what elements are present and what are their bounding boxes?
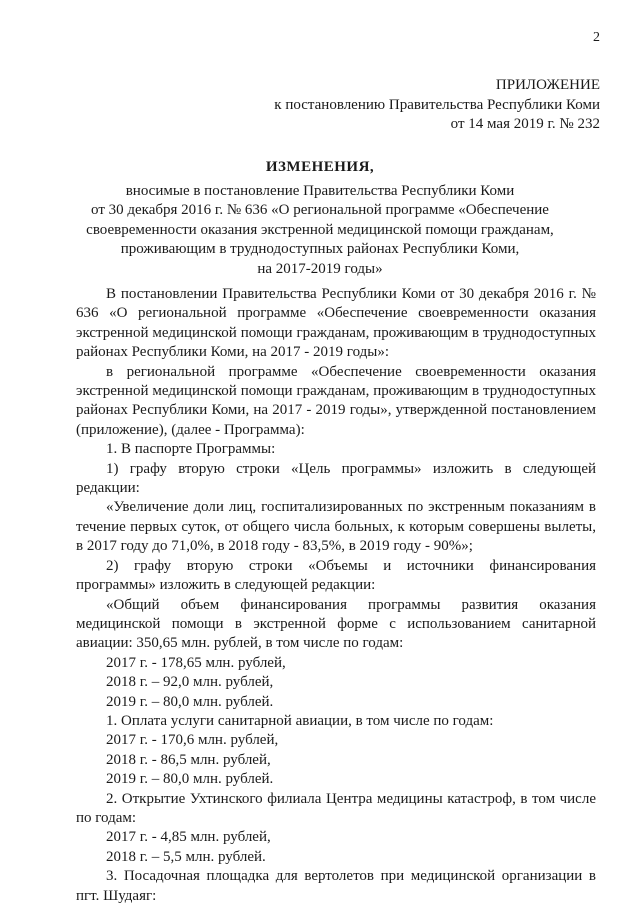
heading-line: проживающим в труднодоступных районах Республики Коми, — [120, 241, 520, 257]
paragraph: 1) графу вторую строки «Цель программы» изложить в следующей редакции: — [76, 460, 596, 497]
heading-title: ИЗМЕНЕНИЯ, — [265, 159, 375, 175]
paragraph: 1. В паспорте Программы: — [106, 441, 276, 458]
paragraph: 2) графу вторую строки «Объемы и источники финансирования программы» изложить в следующей редакции: — [76, 557, 596, 594]
paragraph: 2017 г. - 170,6 млн. рублей, — [106, 732, 279, 749]
paragraph: в региональной программе «Обеспечение своевременности оказания экстренной медицинской помощи гражданам, проживающим в труднодоступных районах Республики Коми, на 2017 - 2019 годы», утвержденной постановлением (приложение), (далее - Программа): — [76, 363, 596, 438]
paragraph: 2018 г. – 92,0 млн. рублей, — [106, 674, 274, 691]
appendix-line: к постановлению Правительства Республики Коми — [274, 96, 600, 113]
paragraph: 2019 г. – 80,0 млн. рублей. — [106, 693, 274, 710]
heading-line: своевременности оказания экстренной медицинской помощи гражданам, — [86, 221, 554, 238]
page-number: 2 — [593, 30, 600, 45]
paragraph: 2018 г. - 86,5 млн. рублей, — [106, 751, 271, 768]
paragraph: «Общий объем финансирования программы развития оказания медицинской помощи в экстренной форме с использованием санитарной авиации: 350,65 млн. рублей, в том числе по годам: — [76, 596, 596, 652]
paragraph: 2018 г. – 5,5 млн. рублей. — [106, 848, 266, 865]
paragraph: 1. Оплата услуги санитарной авиации, в том числе по годам: — [106, 712, 494, 729]
paragraph: «Увеличение доли лиц, госпитализированных по экстренным показаниям в течение первых суток, от общего числа больных, к которым совершены вылеты, в 2017 году до 71,0%, в 2018 году - 83,5%, в 2019 году - 90%»; — [76, 499, 596, 555]
paragraph: В постановлении Правительства Республики Коми от 30 декабря 2016 г. № 636 «О региональной программе «Обеспечение своевременности оказания экстренной медицинской помощи гражданам, проживающим в труднодоступных районах Республики Коми, на 2017 - 2019 годы»: — [76, 286, 596, 361]
paragraph: 2. Открытие Ухтинского филиала Центра медицины катастроф, в том числе по годам: — [76, 790, 596, 826]
paragraph: 2019 г. – 80,0 млн. рублей. — [106, 771, 274, 788]
paragraph: 3. Посадочная площадка для вертолетов при медицинской организации в пгт. Шудаяг: — [76, 868, 596, 904]
heading-line: от 30 декабря 2016 г. № 636 «О региональной программе «Обеспечение — [91, 202, 549, 218]
paragraph: 2017 г. - 4,85 млн. рублей, — [106, 829, 271, 846]
document-heading — [60, 158, 580, 279]
document-body — [76, 285, 596, 906]
appendix-title: ПРИЛОЖЕНИЕ — [495, 77, 600, 93]
heading-line: на 2017-2019 годы» — [257, 260, 383, 277]
appendix-line: от 14 мая 2019 г. № 232 — [450, 116, 600, 132]
appendix-header — [274, 76, 600, 135]
heading-line: вносимые в постановление Правительства Республики Коми — [125, 182, 515, 199]
paragraph: 2017 г. - 178,65 млн. рублей, — [106, 654, 286, 671]
